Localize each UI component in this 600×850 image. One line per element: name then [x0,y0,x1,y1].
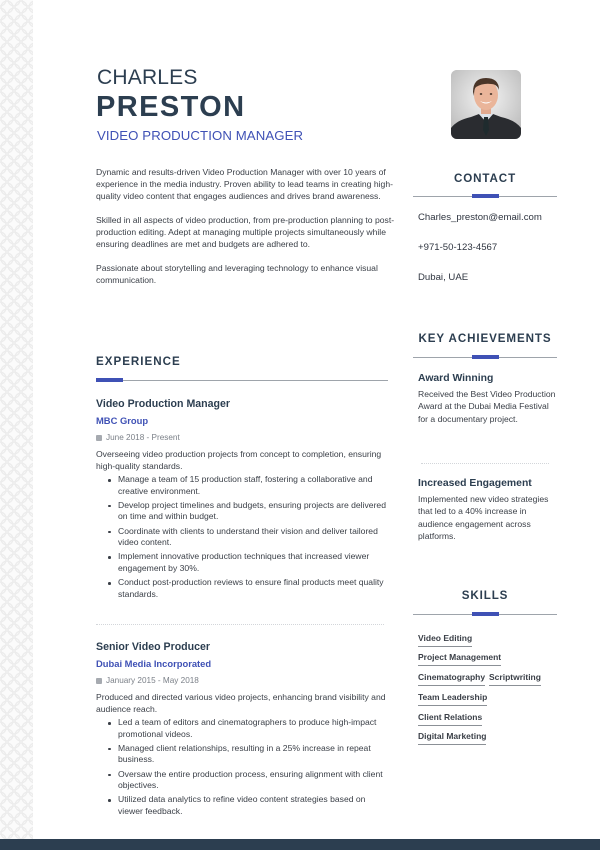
skills-heading: SKILLS [461,589,509,602]
job-description: Overseeing video production projects from concept to completion, ensuring high-quality standards. [96,449,382,471]
skill-tag: Digital Marketing [418,731,486,745]
job-bullet: Led a team of editors and cinematographers to produce high-impact promotional videos. [106,717,392,740]
job-bullet: Utilized data analytics to refine video content strategies based on viewer feedback. [106,794,392,817]
achievement-description: Received the Best Video Production Award at the Dubai Media Festival for a documentary project. [418,389,556,424]
job-bullet: Oversaw the entire production process, ensuring alignment with client objectives. [106,769,392,792]
job-bullet: Coordinate with clients to understand their vision and deliver tailored video content. [106,526,392,549]
job-dates [96,675,392,687]
last-name: PRESTON [96,91,246,123]
achievement-divider [421,463,549,464]
person-portrait-icon [451,70,521,139]
summary-paragraph: Dynamic and results-driven Video Production Manager with over 10 years of experience in the media industry. Proven ability to lead teams in creating high-quality video content that engages audiences and drives brand awareness. [96,167,393,201]
job-bullet-list [96,717,392,817]
contact-phone[interactable]: +971-50-123-4567 [418,242,498,253]
achievement-title: Increased Engagement [418,478,532,489]
achievement-title: Award Winning [418,373,494,384]
contact-location: Dubai, UAE [418,272,469,283]
achievement-item [418,478,558,542]
job-bullet: Conduct post-production reviews to ensure final products meet quality standards. [106,577,392,600]
experience-divider [96,380,388,381]
job-entry [96,397,392,603]
contact-email[interactable]: Charles_preston@email.com [418,212,542,223]
job-dates [96,432,392,444]
skill-tag: Project Management [418,652,501,666]
profile-photo [451,70,521,139]
calendar-icon [96,678,102,684]
job-bullet: Implement innovative production techniques that increased viewer engagement by 30%. [106,551,392,574]
achievement-item [418,373,558,425]
experience-accent-bar [96,378,123,382]
achievements-accent-bar [472,355,499,359]
skill-tag: Client Relations [418,712,482,726]
job-description: Produced and directed various video projects, enhancing brand visibility and audience reach. [96,692,386,714]
experience-heading: EXPERIENCE [96,355,181,368]
job-bullet: Managed client relationships, resulting in a 25% increase in repeat business. [106,743,392,766]
skill-tag: Cinematography [418,672,485,686]
job-dates-text: January 2015 - May 2018 [106,676,199,685]
job-dates-text: June 2018 - Present [106,433,180,442]
achievements-heading: KEY ACHIEVEMENTS [418,332,552,345]
job-entry [96,640,392,820]
job-bullet-list [96,474,392,600]
summary-paragraph: Skilled in all aspects of video production, from pre-production planning to post-production editing. Adept at managing multiple projects simultaneously while ensuring deadlines are met and budgets are adhered to. [96,215,395,249]
job-bullet: Develop project timelines and budgets, ensuring projects are delivered on time and within budget. [106,500,392,523]
job-company: MBC Group [96,415,149,426]
contact-accent-bar [472,194,499,198]
calendar-icon [96,435,102,441]
job-company: Dubai Media Incorporated [96,658,212,669]
achievement-description: Implemented new video strategies that led to a 40% increase in audience engagement across platforms. [418,494,549,541]
skill-tag: Team Leadership [418,692,487,706]
job-bullet: Manage a team of 15 production staff, fostering a collaborative and creative environment. [106,474,392,497]
professional-summary [96,166,396,298]
job-role: Senior Video Producer [96,641,211,653]
job-divider [96,624,384,625]
decorative-pattern-strip [0,0,33,839]
footer-bar [0,839,600,850]
job-role: Video Production Manager [96,398,231,410]
skill-tag: Video Editing [418,633,472,647]
skill-tag: Scriptwriting [489,672,541,686]
first-name: CHARLES [97,66,198,89]
contact-heading: CONTACT [453,172,517,185]
skills-accent-bar [472,612,499,616]
job-title: VIDEO PRODUCTION MANAGER [97,128,304,143]
summary-paragraph: Passionate about storytelling and leveraging technology to enhance visual communication. [96,263,378,285]
